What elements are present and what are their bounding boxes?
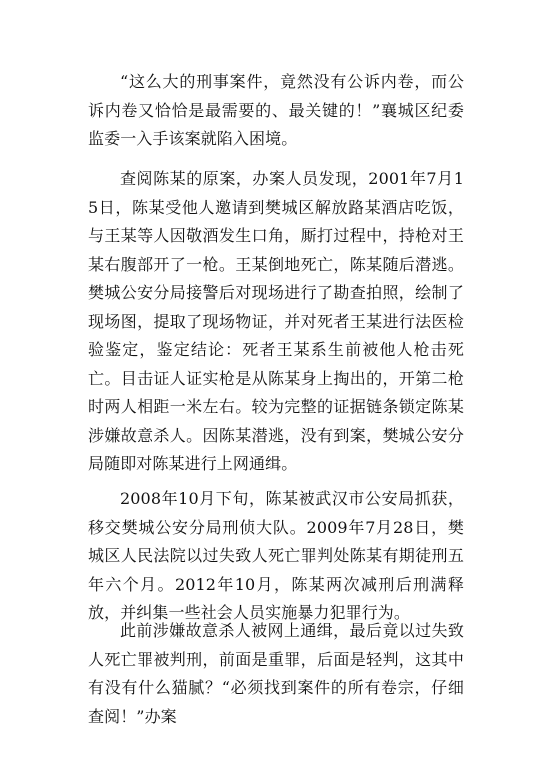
paragraph-text: “这么大的刑事案件，竟然没有公诉内卷，而公诉内卷又恰恰是最需要的、最关键的！”襄城区纪委监委一入手该案就陷入困境。 xyxy=(88,72,464,148)
paragraph-4 xyxy=(88,617,464,731)
paragraph-3 xyxy=(88,485,464,628)
paragraph-text: 查阅陈某的原案，办案人员发现，2001年7月15日，陈某受他人邀请到樊城区解放路某酒店吃饭，与王某等人因敬酒发生口角，厮打过程中，持枪对王某右腹部开了一枪。王某倒地死亡，陈某随后潜逃。樊城公安分局接警后对现场进行了勘查拍照，绘制了现场图，提取了现场物证，并对死者王某进行法医检验鉴定，鉴定结论：死者王某系生前被他人枪击死亡。目击证人证实枪是从陈某身上掏出的，开第二枪时两人相距一米左右。较为完整的证据链条锁定陈某涉嫌故意杀人。因陈某潜逃，没有到案，樊城公安分局随即对陈某进行上网通缉。 xyxy=(88,169,464,473)
paragraph-text: 此前涉嫌故意杀人被网上通缉，最后竟以过失致人死亡罪被判刑，前面是重罪，后面是轻判，这其中有没有什么猫腻？“必须找到案件的所有卷宗，仔细查阅！”办案 xyxy=(88,621,464,726)
paragraph-text: 2008年10月下旬，陈某被武汉市公安局抓获，移交樊城公安分局刑侦大队。2009年7月28日，樊城区人民法院以过失致人死亡罪判处陈某有期徒刑五年六个月。2012年10月，陈某两次减刑后刑满释放，并纠集一些社会人员实施暴力犯罪行为。 xyxy=(88,489,464,622)
paragraph-2 xyxy=(88,165,464,479)
paragraph-1 xyxy=(88,68,464,154)
